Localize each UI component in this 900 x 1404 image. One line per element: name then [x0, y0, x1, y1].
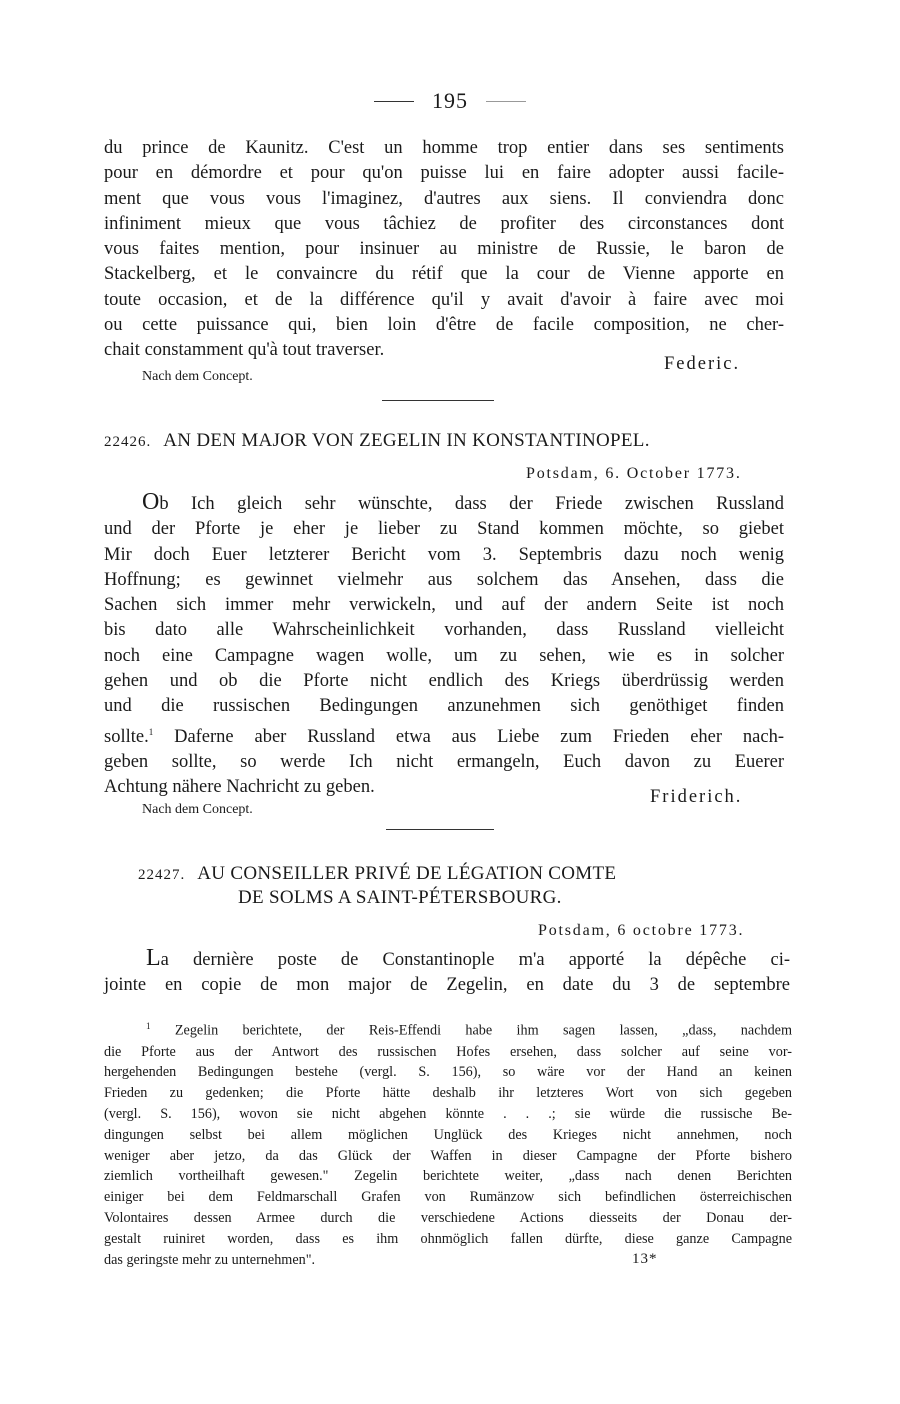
letter-number: 22427. [138, 867, 186, 883]
text-line: Achtung nähere Nachricht zu geben. [104, 777, 375, 798]
text-line: bis dato alle Wahrscheinlichkeit vorhanden, dass Russland vielleicht [104, 620, 784, 641]
letter-22426-heading [104, 430, 650, 452]
drop-cap: L [146, 945, 161, 971]
text-line: chait constamment qu'à tout traverser. [104, 340, 385, 361]
text-line: toute occasion, et de la différence qu'il y avait d'avoir à faire avec moi [104, 289, 784, 310]
letter-22425-source: Nach dem Concept. [142, 369, 253, 384]
footnote-block [104, 1016, 792, 1270]
letter-22426-place-date: Potsdam, 6. October 1773. [526, 465, 742, 482]
text-line: La dernière poste de Constantinople m'a apporté la dépêche ci- [146, 945, 790, 971]
header-rule-left [374, 101, 414, 102]
footnote-line: Frieden zu gedenken; die Pforte hätte deshalb ihr letzteres Wort von sich gegeben [104, 1085, 792, 1102]
text-line: gehen und ob die Pforte nicht endlich des Kriegs überdrüssig werden [104, 671, 784, 692]
letter-22425-body [104, 136, 784, 364]
text-line: Mir doch Euer letzterer Bericht vom 3. Septembris dazu noch wenig [104, 544, 784, 565]
text-line: geben sollte, so werde Ich nicht ermangeln, Euch davon zu Euerer [104, 752, 784, 773]
text-line: du prince de Kaunitz. C'est un homme trop entier dans ses sentiments [104, 138, 784, 158]
footnote-marker: 1 [146, 1021, 151, 1031]
footnote-line: ziemlich vortheilhaft gewesen." Zegelin berichtete weiter, „dass nach denen Berichten [104, 1168, 792, 1185]
header-rule-right [486, 101, 526, 102]
separator-rule [382, 400, 494, 401]
letter-title: AN DEN MAJOR VON ZEGELIN IN KONSTANTINOPEL. [163, 430, 650, 451]
footnote-line: einiger bei dem Feldmarschall Grafen von Rumänzow sich befindlichen österreichischen [104, 1189, 792, 1206]
text-line: pour en démordre et pour qu'on puisse lui en faire adopter aussi facile- [104, 163, 784, 184]
footnote-line: die Pforte aus der Antwort des russischen Hofes ersehen, dass solcher auf seine vor- [104, 1043, 792, 1060]
footnote-line: Volontaires dessen Armee durch die verschiedene Actions diesseits der Donau der- [104, 1209, 792, 1226]
separator-rule [386, 829, 494, 830]
letter-number: 22426. [104, 434, 152, 450]
letter-22425-signature: Federic. [664, 354, 741, 374]
footnote-line: weniger aber jetzo, da das Glück der Waffen in dieser Campagne der Pforte bishero [104, 1147, 792, 1164]
text-line: infiniment mieux que vous tâchiez de profiter des circonstances dont [104, 213, 784, 234]
letter-22427-heading [138, 863, 616, 885]
text-line: Sachen sich immer mehr verwickeln, und auf der andern Seite ist noch [104, 595, 784, 616]
text-line: ou cette puissance qui, bien loin d'être de facile composition, ne cher- [104, 315, 784, 336]
letter-22426-signature: Friderich. [650, 787, 743, 807]
text-line: vous faites mention, pour insinuer au ministre de Russie, le baron de [104, 239, 784, 260]
footnote-line: das geringste mehr zu unternehmen". [104, 1251, 316, 1268]
footnote-line: gestalt ruiniret worden, dass es ihm ohnmöglich fallen dürfte, diese ganze Campagne [104, 1230, 792, 1247]
footnote-line: $^1$ Zegelin berichtete, der Reis-Effendi habe ihm sagen lassen, „dass, nachdem [146, 1021, 793, 1039]
letter-22427-heading-line2: DE SOLMS A SAINT-PÉTERSBOURG. [238, 887, 562, 908]
letter-title-line1: AU CONSEILLER PRIVÉ DE LÉGATION COMTE [197, 863, 617, 884]
letter-22427-body [104, 946, 790, 999]
text-line: und die russischen Bedingungen anzunehmen sich genöthiget finden [104, 696, 784, 717]
letter-22427-place-date: Potsdam, 6 octobre 1773. [538, 922, 745, 939]
footnote-line: dingungen selbst bei allem möglichen Unglück des Krieges nicht annehmen, noch [104, 1126, 792, 1143]
text-line: und der Pforte je eher je lieber zu Stand kommen möchte, so giebet [104, 519, 784, 540]
page-header [0, 88, 900, 114]
text-line: Stackelberg, et le convaincre du rétif que la cour de Vienne apporte en [104, 264, 784, 285]
text-line: sollte.$^1$ Daferne aber Russland etwa aus Liebe zum Frieden eher nach- [104, 726, 784, 747]
text-line: noch eine Campagne wagen wolle, um zu sehen, wie es in solcher [104, 645, 784, 666]
text-line: Hoffnung; es gewinnet vielmehr aus solchem das Ansehen, dass die [104, 569, 784, 590]
drop-cap: O [142, 489, 160, 515]
page-number: 195 [432, 88, 468, 113]
text-line: ment que vous vous l'imaginez, d'autres aux siens. Il conviendra donc [104, 188, 784, 209]
text-line: Ob Ich gleich sehr wünschte, dass der Friede zwischen Russland [142, 489, 784, 515]
footnote-line: hergehenden Bedingungen bestehe (vergl. S. 156), so wäre vor der Hand an keinen [104, 1064, 792, 1081]
sheet-signature-mark: 13* [632, 1251, 658, 1267]
letter-22426-body [104, 490, 784, 801]
footnote-line: (vergl. S. 156), wovon sie nicht abgehen könnte . . .; sie würde die russische Be- [104, 1105, 792, 1122]
text-line: jointe en copie de mon major de Zegelin, en date du 3 de septembre [104, 975, 790, 996]
footnote-reference: 1 [148, 726, 154, 737]
letter-22426-source: Nach dem Concept. [142, 802, 253, 817]
